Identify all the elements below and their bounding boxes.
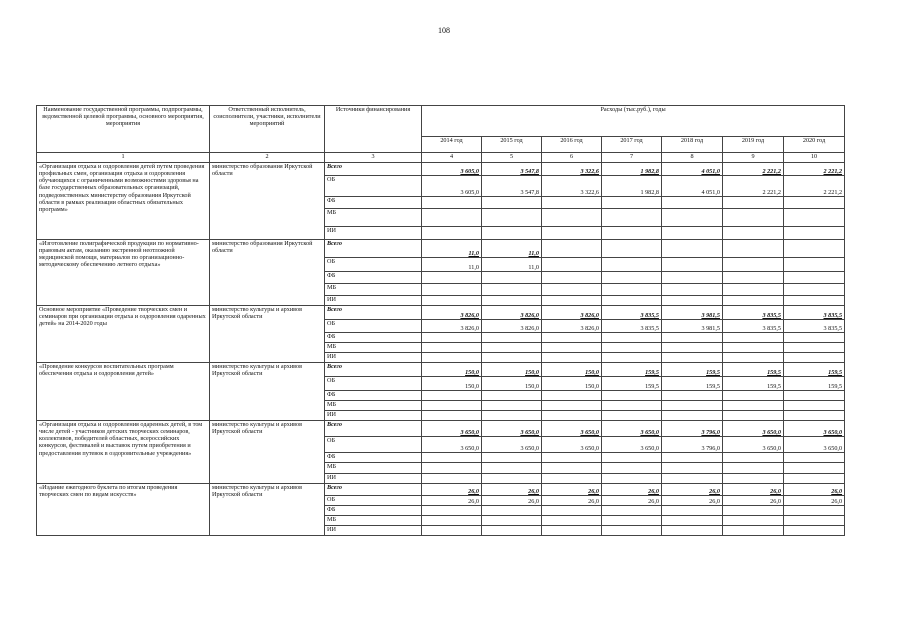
amount-cell xyxy=(784,453,845,463)
amount-cell xyxy=(602,391,662,401)
amount-ob-cell xyxy=(602,258,662,272)
amount-total-cell: 150,0 xyxy=(542,363,602,377)
column-number: 6 xyxy=(542,153,602,163)
amount-cell xyxy=(482,353,542,363)
amount-cell xyxy=(723,333,784,343)
amount-cell xyxy=(482,506,542,516)
amount-cell xyxy=(723,296,784,306)
amount-total-cell: 3 547,8 xyxy=(482,163,542,176)
amount-cell xyxy=(422,296,482,306)
amount-cell xyxy=(784,401,845,411)
amount-cell xyxy=(482,463,542,474)
column-number: 5 xyxy=(482,153,542,163)
funding-source-label: ФБ xyxy=(325,453,422,463)
amount-total-cell xyxy=(723,240,784,258)
amount-cell xyxy=(723,516,784,526)
amount-cell xyxy=(602,411,662,421)
amount-cell xyxy=(422,333,482,343)
amount-total-cell: 26,0 xyxy=(602,484,662,496)
measure-description: Основное мероприятие «Проведение творческих смен и семинаров при организации отдыха и оздоровления одаренных детей» на 2014-2020 годы xyxy=(37,306,210,363)
amount-cell xyxy=(542,411,602,421)
amount-cell xyxy=(602,401,662,411)
amount-cell xyxy=(542,284,602,296)
amount-ob-cell: 3 650,0 xyxy=(482,437,542,453)
amount-cell xyxy=(542,227,602,240)
funding-source-label: МБ xyxy=(325,401,422,411)
amount-total-cell: 3 826,0 xyxy=(482,306,542,320)
amount-cell xyxy=(422,391,482,401)
amount-cell xyxy=(482,284,542,296)
amount-ob-cell: 159,5 xyxy=(784,377,845,391)
amount-cell xyxy=(784,296,845,306)
amount-total-cell: 26,0 xyxy=(784,484,845,496)
amount-cell xyxy=(723,526,784,536)
amount-total-cell: 3 650,0 xyxy=(602,421,662,437)
amount-cell xyxy=(662,197,723,209)
amount-total-cell: 159,5 xyxy=(602,363,662,377)
funding-source-label: МБ xyxy=(325,209,422,227)
amount-cell xyxy=(723,474,784,484)
amount-cell xyxy=(662,411,723,421)
amount-cell xyxy=(723,411,784,421)
amount-cell xyxy=(422,506,482,516)
amount-cell xyxy=(542,272,602,284)
funding-source-label: ФБ xyxy=(325,506,422,516)
amount-total-cell: 3 981,5 xyxy=(662,306,723,320)
amount-cell xyxy=(723,227,784,240)
amount-cell xyxy=(784,474,845,484)
amount-total-cell: 26,0 xyxy=(422,484,482,496)
amount-cell xyxy=(482,209,542,227)
amount-cell xyxy=(784,343,845,353)
amount-cell xyxy=(422,353,482,363)
responsible-executor: министерство культуры и архивов Иркутской области xyxy=(210,363,325,421)
amount-cell xyxy=(602,284,662,296)
amount-total-cell: 2 221,2 xyxy=(784,163,845,176)
amount-cell xyxy=(422,343,482,353)
amount-cell xyxy=(723,209,784,227)
amount-cell xyxy=(602,227,662,240)
amount-total-cell: 3 650,0 xyxy=(784,421,845,437)
amount-cell xyxy=(602,526,662,536)
amount-ob-cell: 3 835,5 xyxy=(784,320,845,333)
table-row xyxy=(37,484,845,496)
amount-ob-cell: 159,5 xyxy=(723,377,784,391)
amount-ob-cell xyxy=(542,258,602,272)
amount-cell xyxy=(602,453,662,463)
amount-cell xyxy=(784,272,845,284)
amount-cell xyxy=(542,391,602,401)
amount-cell xyxy=(662,333,723,343)
amount-ob-cell: 3 835,5 xyxy=(723,320,784,333)
amount-cell xyxy=(723,463,784,474)
header-year: 2016 год xyxy=(542,137,602,153)
amount-cell xyxy=(422,284,482,296)
amount-total-cell: 150,0 xyxy=(482,363,542,377)
funding-source-label: Всего xyxy=(325,306,422,320)
table-row xyxy=(37,163,845,176)
amount-cell xyxy=(422,411,482,421)
amount-ob-cell: 26,0 xyxy=(482,496,542,506)
amount-cell xyxy=(482,197,542,209)
amount-cell xyxy=(482,453,542,463)
amount-ob-cell: 3 981,5 xyxy=(662,320,723,333)
funding-source-label: ФБ xyxy=(325,333,422,343)
amount-cell xyxy=(542,526,602,536)
amount-ob-cell xyxy=(723,258,784,272)
header-year: 2017 год xyxy=(602,137,662,153)
amount-ob-cell: 3 835,5 xyxy=(602,320,662,333)
funding-source-label: ФБ xyxy=(325,197,422,209)
page-number: 108 xyxy=(438,26,450,35)
amount-ob-cell: 26,0 xyxy=(422,496,482,506)
amount-total-cell: 3 835,5 xyxy=(784,306,845,320)
funding-source-label: ОБ xyxy=(325,176,422,197)
amount-ob-cell: 26,0 xyxy=(602,496,662,506)
column-number: 2 xyxy=(210,153,325,163)
amount-total-cell: 3 826,0 xyxy=(542,306,602,320)
header-source-column: Источники финансирования xyxy=(325,106,422,153)
amount-cell xyxy=(784,197,845,209)
amount-total-cell: 3 650,0 xyxy=(542,421,602,437)
funding-source-label: ОБ xyxy=(325,496,422,506)
amount-cell xyxy=(602,197,662,209)
header-name-column: Наименование государственной программы, подпрограммы, ведомственной целевой программы, основного мероприятия, мероприятия xyxy=(37,106,210,153)
funding-source-label: МБ xyxy=(325,284,422,296)
amount-cell xyxy=(482,391,542,401)
amount-total-cell: 26,0 xyxy=(542,484,602,496)
funding-source-label: Всего xyxy=(325,240,422,258)
header-year: 2015 год xyxy=(482,137,542,153)
amount-ob-cell: 3 650,0 xyxy=(784,437,845,453)
amount-cell xyxy=(662,284,723,296)
amount-ob-cell: 3 322,6 xyxy=(542,176,602,197)
funding-source-label: ИИ xyxy=(325,353,422,363)
measure-description: «Проведение конкурсов воспитательных программ обеспечения отдыха и оздоровления детей» xyxy=(37,363,210,421)
funding-source-label: МБ xyxy=(325,516,422,526)
header-year: 2018 год xyxy=(662,137,723,153)
amount-cell xyxy=(662,353,723,363)
responsible-executor: министерство культуры и архивов Иркутской области xyxy=(210,421,325,484)
amount-cell xyxy=(662,272,723,284)
funding-source-label: МБ xyxy=(325,463,422,474)
amount-cell xyxy=(542,343,602,353)
amount-cell xyxy=(602,506,662,516)
amount-cell xyxy=(542,506,602,516)
amount-cell xyxy=(542,296,602,306)
amount-ob-cell: 3 547,8 xyxy=(482,176,542,197)
amount-total-cell: 4 051,0 xyxy=(662,163,723,176)
measure-description: «Организация отдыха и оздоровления одаренных детей, в том числе детей - участников детских творческих семинаров, коллективов, победителей областных, всероссийских конкурсов, фестивалей и выставок путем приобретения и предоставления путевок в оздоровительные учреждения» xyxy=(37,421,210,484)
amount-cell xyxy=(542,516,602,526)
amount-ob-cell: 3 650,0 xyxy=(723,437,784,453)
amount-cell xyxy=(662,463,723,474)
amount-cell xyxy=(662,526,723,536)
amount-cell xyxy=(482,296,542,306)
amount-ob-cell xyxy=(662,258,723,272)
measure-description: «Издание ежегодного буклета по итогам проведения творческих смен по видам искусств» xyxy=(37,484,210,536)
funding-source-label: Всего xyxy=(325,363,422,377)
column-number: 3 xyxy=(325,153,422,163)
funding-source-label: ИИ xyxy=(325,227,422,240)
amount-cell xyxy=(662,209,723,227)
amount-cell xyxy=(422,209,482,227)
amount-cell xyxy=(422,526,482,536)
column-number: 1 xyxy=(37,153,210,163)
funding-source-label: ИИ xyxy=(325,411,422,421)
amount-cell xyxy=(723,391,784,401)
amount-cell xyxy=(784,227,845,240)
amount-total-cell: 2 221,2 xyxy=(723,163,784,176)
amount-total-cell: 3 650,0 xyxy=(482,421,542,437)
amount-total-cell xyxy=(602,240,662,258)
column-number: 8 xyxy=(662,153,723,163)
amount-total-cell: 3 826,0 xyxy=(422,306,482,320)
amount-ob-cell: 3 826,0 xyxy=(482,320,542,333)
amount-cell xyxy=(784,333,845,343)
column-number: 10 xyxy=(784,153,845,163)
amount-cell xyxy=(602,333,662,343)
amount-cell xyxy=(723,197,784,209)
amount-cell xyxy=(662,296,723,306)
amount-cell xyxy=(784,411,845,421)
amount-ob-cell: 3 650,0 xyxy=(422,437,482,453)
amount-total-cell: 26,0 xyxy=(482,484,542,496)
table-row xyxy=(37,306,845,320)
amount-cell xyxy=(542,197,602,209)
amount-cell xyxy=(422,463,482,474)
funding-source-label: МБ xyxy=(325,343,422,353)
responsible-executor: министерство культуры и архивов Иркутской области xyxy=(210,306,325,363)
amount-cell xyxy=(723,343,784,353)
amount-cell xyxy=(602,272,662,284)
amount-cell xyxy=(723,401,784,411)
amount-ob-cell: 11,0 xyxy=(482,258,542,272)
amount-total-cell: 3 796,0 xyxy=(662,421,723,437)
amount-total-cell: 3 605,0 xyxy=(422,163,482,176)
table-row xyxy=(37,421,845,437)
funding-source-label: Всего xyxy=(325,163,422,176)
amount-cell xyxy=(422,453,482,463)
amount-cell xyxy=(602,209,662,227)
amount-cell xyxy=(602,353,662,363)
amount-cell xyxy=(422,401,482,411)
amount-cell xyxy=(422,197,482,209)
amount-ob-cell: 26,0 xyxy=(662,496,723,506)
amount-total-cell: 26,0 xyxy=(662,484,723,496)
funding-source-label: ОБ xyxy=(325,377,422,391)
funding-source-label: ИИ xyxy=(325,526,422,536)
funding-source-label: ОБ xyxy=(325,320,422,333)
budget-table xyxy=(36,105,845,536)
amount-total-cell: 159,5 xyxy=(784,363,845,377)
amount-cell xyxy=(422,474,482,484)
measure-description: «Организация отдыха и оздоровления детей путем проведения профильных смен, организация отдыха и оздоровления обучающихся с ограниченными возможностями здоровья на базе государственных образовательных организаций, подведомственных министерству образования Иркутской области в рамках реализации областных обязательных программ» xyxy=(37,163,210,240)
amount-total-cell: 3 835,5 xyxy=(723,306,784,320)
amount-total-cell: 3 835,5 xyxy=(602,306,662,320)
amount-ob-cell: 1 982,8 xyxy=(602,176,662,197)
amount-cell xyxy=(784,353,845,363)
header-responsible-column: Ответственный исполнитель, соисполнители, участники, исполнители мероприятий xyxy=(210,106,325,153)
amount-cell xyxy=(482,401,542,411)
amount-total-cell: 26,0 xyxy=(723,484,784,496)
amount-cell xyxy=(482,227,542,240)
amount-ob-cell: 3 796,0 xyxy=(662,437,723,453)
amount-cell xyxy=(662,391,723,401)
amount-cell xyxy=(662,343,723,353)
amount-total-cell: 11,0 xyxy=(482,240,542,258)
column-number: 4 xyxy=(422,153,482,163)
amount-ob-cell: 26,0 xyxy=(542,496,602,506)
amount-total-cell: 11,0 xyxy=(422,240,482,258)
amount-cell xyxy=(662,453,723,463)
header-expenses-column: Расходы (тыс.руб.), годы xyxy=(422,106,845,137)
amount-cell xyxy=(723,506,784,516)
amount-cell xyxy=(784,284,845,296)
amount-cell xyxy=(542,453,602,463)
funding-source-label: Всего xyxy=(325,484,422,496)
responsible-executor: министерство образования Иркутской области xyxy=(210,163,325,240)
amount-cell xyxy=(602,474,662,484)
amount-ob-cell: 11,0 xyxy=(422,258,482,272)
amount-cell xyxy=(542,401,602,411)
amount-cell xyxy=(662,474,723,484)
responsible-executor: министерство культуры и архивов Иркутской области xyxy=(210,484,325,536)
amount-ob-cell: 4 051,0 xyxy=(662,176,723,197)
amount-cell xyxy=(542,463,602,474)
amount-ob-cell: 26,0 xyxy=(784,496,845,506)
amount-cell xyxy=(542,353,602,363)
amount-cell xyxy=(602,516,662,526)
amount-cell xyxy=(482,411,542,421)
amount-cell xyxy=(784,516,845,526)
amount-cell xyxy=(784,506,845,516)
amount-total-cell xyxy=(542,240,602,258)
amount-cell xyxy=(602,343,662,353)
funding-source-label: ФБ xyxy=(325,272,422,284)
amount-cell xyxy=(723,453,784,463)
amount-cell xyxy=(422,516,482,526)
amount-total-cell: 3 650,0 xyxy=(422,421,482,437)
amount-ob-cell: 3 605,0 xyxy=(422,176,482,197)
responsible-executor: министерство образования Иркутской области xyxy=(210,240,325,306)
amount-cell xyxy=(723,272,784,284)
amount-cell xyxy=(602,463,662,474)
amount-cell xyxy=(723,353,784,363)
amount-ob-cell: 2 221,2 xyxy=(784,176,845,197)
amount-total-cell xyxy=(784,240,845,258)
amount-total-cell xyxy=(662,240,723,258)
amount-ob-cell: 150,0 xyxy=(542,377,602,391)
amount-cell xyxy=(482,516,542,526)
header-year: 2019 год xyxy=(723,137,784,153)
amount-cell xyxy=(662,516,723,526)
header-year: 2014 год xyxy=(422,137,482,153)
amount-cell xyxy=(662,506,723,516)
amount-total-cell: 3 650,0 xyxy=(723,421,784,437)
table-row xyxy=(37,363,845,377)
amount-cell xyxy=(602,296,662,306)
amount-ob-cell xyxy=(784,258,845,272)
amount-ob-cell: 150,0 xyxy=(422,377,482,391)
funding-source-label: ОБ xyxy=(325,437,422,453)
amount-cell xyxy=(723,284,784,296)
amount-ob-cell: 3 826,0 xyxy=(542,320,602,333)
amount-ob-cell: 150,0 xyxy=(482,377,542,391)
amount-cell xyxy=(784,526,845,536)
amount-cell xyxy=(542,209,602,227)
amount-ob-cell: 2 221,2 xyxy=(723,176,784,197)
amount-cell xyxy=(482,333,542,343)
amount-ob-cell: 159,5 xyxy=(662,377,723,391)
amount-ob-cell: 159,5 xyxy=(602,377,662,391)
amount-ob-cell: 26,0 xyxy=(723,496,784,506)
column-number: 9 xyxy=(723,153,784,163)
amount-cell xyxy=(784,463,845,474)
funding-source-label: ОБ xyxy=(325,258,422,272)
funding-source-label: ИИ xyxy=(325,474,422,484)
amount-total-cell: 3 322,6 xyxy=(542,163,602,176)
amount-total-cell: 150,0 xyxy=(422,363,482,377)
amount-ob-cell: 3 650,0 xyxy=(602,437,662,453)
amount-ob-cell: 3 826,0 xyxy=(422,320,482,333)
amount-cell xyxy=(422,227,482,240)
amount-cell xyxy=(662,401,723,411)
amount-total-cell: 1 982,8 xyxy=(602,163,662,176)
amount-total-cell: 159,5 xyxy=(723,363,784,377)
amount-total-cell: 159,5 xyxy=(662,363,723,377)
amount-cell xyxy=(784,209,845,227)
amount-cell xyxy=(542,474,602,484)
funding-source-label: ИИ xyxy=(325,296,422,306)
amount-cell xyxy=(482,526,542,536)
column-number: 7 xyxy=(602,153,662,163)
amount-cell xyxy=(542,333,602,343)
amount-cell xyxy=(422,272,482,284)
amount-cell xyxy=(784,391,845,401)
measure-description: «Изготовление полиграфической продукции по нормативно-правовым актам, оказанию экстренной неотложной медицинской помощи, материалов по организационно-методическому обеспечению летнего отдыха» xyxy=(37,240,210,306)
header-year: 2020 год xyxy=(784,137,845,153)
amount-cell xyxy=(482,343,542,353)
amount-cell xyxy=(482,474,542,484)
funding-source-label: Всего xyxy=(325,421,422,437)
funding-source-label: ФБ xyxy=(325,391,422,401)
amount-cell xyxy=(482,272,542,284)
amount-cell xyxy=(662,227,723,240)
table-row xyxy=(37,240,845,258)
amount-ob-cell: 3 650,0 xyxy=(542,437,602,453)
